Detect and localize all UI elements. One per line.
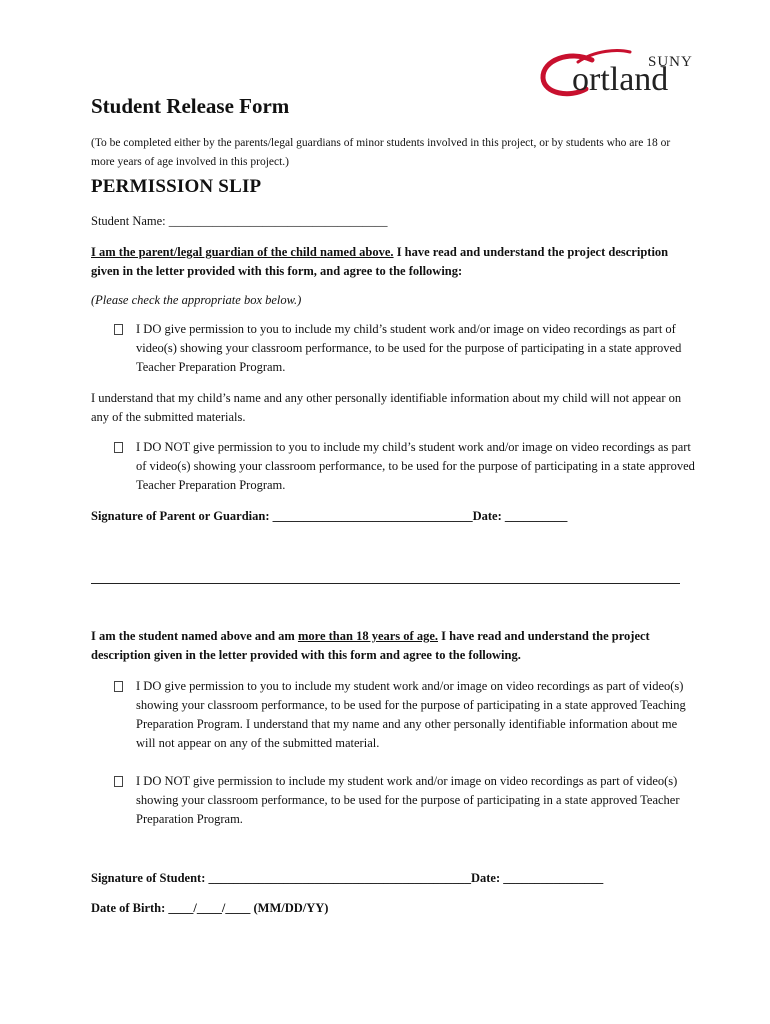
student-statement-start: I am the student named above and am (91, 629, 298, 643)
parent-do-not-checkbox[interactable] (114, 442, 123, 453)
form-title: Student Release Form (91, 94, 290, 118)
parent-do-checkbox[interactable] (114, 324, 123, 335)
cortland-logo-graphic (540, 46, 725, 102)
form-intro: (To be completed either by the parents/legal guardians of minor students involved in this project, or by students who are 18 or more years of age involved in this project.) (91, 137, 671, 168)
permission-slip-heading: PERMISSION SLIP (91, 176, 262, 197)
student-do-not-checkbox[interactable] (114, 776, 123, 787)
suny-cortland-logo (540, 46, 725, 102)
parent-do-not-option: I DO NOT give permission to you to include my child’s student work and/or image on video recordings as part of video(s) showing your classroom performance, to be used for the purpose of participating in a state approved Teacher Preparation Program. (136, 440, 695, 492)
student-statement (91, 627, 691, 665)
parent-do-option: I DO give permission to you to include my child’s student work and/or image on video recordings as part of video(s) showing your classroom performance, to be used for the purpose of participating in a state approved Teacher Preparation Program. (136, 322, 682, 374)
section-divider (91, 583, 680, 584)
student-name-field[interactable]: Student Name: ___________________________________ (91, 214, 388, 228)
check-instruction: (Please check the appropriate box below.) (91, 293, 302, 307)
logo-ortland-text: ortland (572, 61, 669, 98)
parent-statement-underlined: I am the parent/legal guardian of the child named above. (91, 245, 394, 259)
logo-suny-text: SUNY (648, 54, 693, 70)
student-signature-line[interactable]: Signature of Student: __________________________________________Date: ________________ (91, 871, 604, 885)
student-do-option: I DO give permission to you to include my student work and/or image on video recordings as part of video(s) showing your classroom performance, to be used for the purpose of participating in a state approved Teaching Preparation Program. I understand that my name and any other personally identifiable information about me will not appear on any of the submitted material. (136, 679, 686, 750)
student-do-not-option: I DO NOT give permission to include my student work and/or image on video recordings as part of video(s) showing your classroom performance, to be used for the purpose of participating in a state approved Teacher Preparation Program. (136, 774, 680, 826)
parent-signature-line[interactable]: Signature of Parent or Guardian: ________________________________Date: __________ (91, 509, 568, 523)
student-statement-rest: I have read and understand the project description given in the letter provided with this form and agree to the following. (91, 629, 650, 662)
date-of-birth-line[interactable]: Date of Birth: ____/____/____ (MM/DD/YY) (91, 901, 329, 915)
parent-statement (91, 243, 691, 281)
parent-privacy-note: I understand that my child’s name and any other personally identifiable information about my child will not appear on any of the submitted materials. (91, 391, 682, 424)
student-do-checkbox[interactable] (114, 681, 123, 692)
parent-statement-rest: I have read and understand the project description given in the letter provided with this form, and agree to the following: (91, 245, 669, 278)
student-statement-underlined: more than 18 years of age. (297, 629, 438, 643)
